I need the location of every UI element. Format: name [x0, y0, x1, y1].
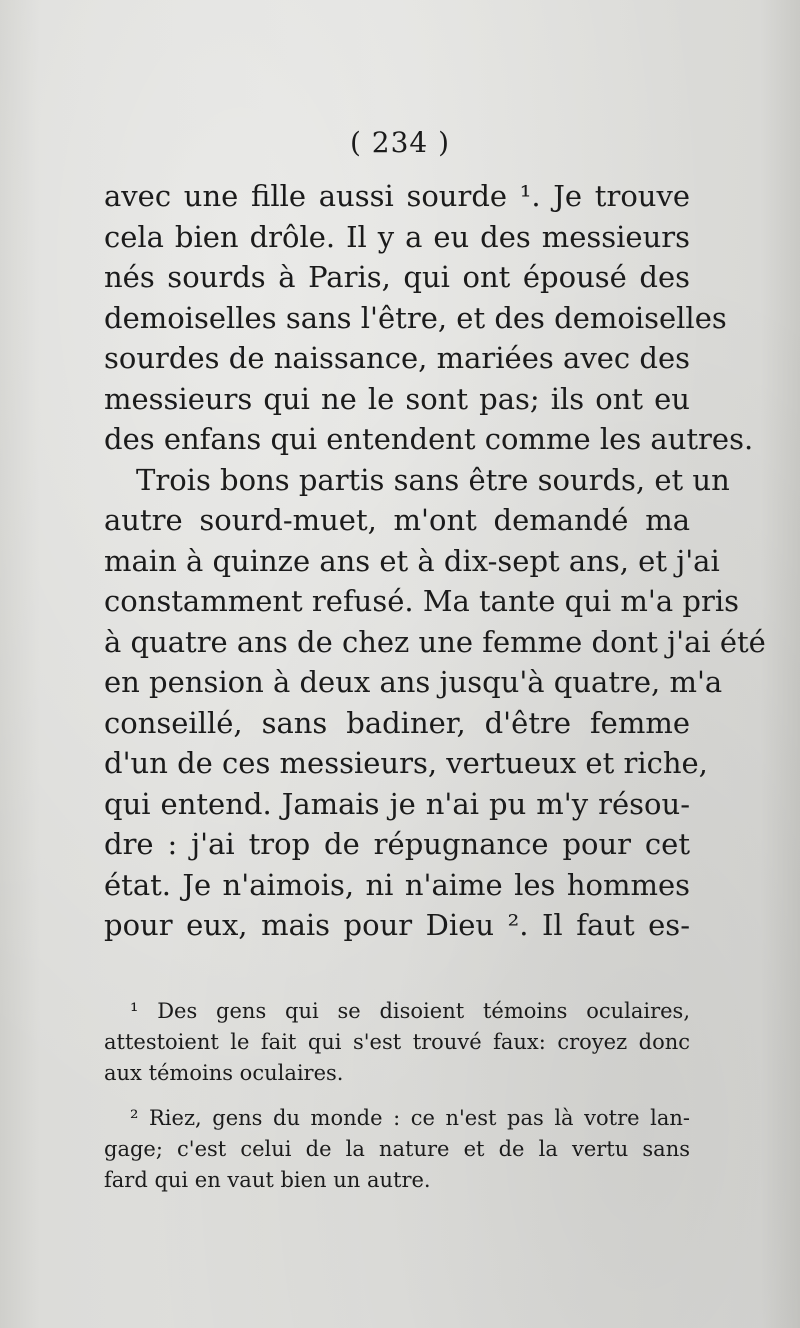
text-line: pour eux, mais pour Dieu ². Il faut es- [104, 908, 690, 942]
footnote-1 [104, 996, 690, 1089]
text-line: des enfans qui entendent comme les autres. [104, 422, 754, 456]
footnote-line: attestoient le fait qui s'est trouvé faux: croyez donc [104, 1030, 690, 1054]
text-line: demoiselles sans l'être, et des demoiselles [104, 300, 727, 335]
footnote-line: ² Riez, gens du monde : ce n'est pas là votre lan- [130, 1106, 690, 1130]
text-line: conseillé, sans badiner, d'être femme [104, 705, 690, 740]
text-line: à quatre ans de chez une femme dont j'ai été [104, 624, 766, 659]
text-line: en pension à deux ans jusqu'à quatre, m'a [104, 665, 723, 699]
text-line: dre : j'ai trop de répugnance pour cet [104, 827, 690, 861]
text-line: cela bien drôle. Il y a eu des messieurs [104, 219, 690, 254]
text-line: messieurs qui ne le sont pas; ils ont eu [104, 381, 690, 416]
footnote-2 [104, 1103, 690, 1196]
text-line: d'un de ces messieurs, vertueux et riche, [104, 746, 708, 780]
footnote-line: gage; c'est celui de la nature et de la vertu sans [104, 1137, 690, 1161]
footnote-line: fard qui en vaut bien un autre. [104, 1168, 431, 1192]
text-line: main à quinze ans et à dix-sept ans, et j'ai [104, 543, 720, 578]
main-text [104, 176, 766, 946]
text-line: autre sourd-muet, m'ont demandé ma [104, 503, 690, 537]
text-line: constamment refusé. Ma tante qui m'a pris [104, 584, 739, 618]
text-line: état. Je n'aimois, ni n'aime les hommes [104, 867, 690, 902]
text-line: qui entend. Jamais je n'ai pu m'y résou- [104, 786, 690, 821]
text-line: nés sourds à Paris, qui ont épousé des [104, 260, 690, 294]
footnotes [104, 996, 690, 1196]
text-line: Trois bons partis sans être sourds, et un [136, 462, 730, 497]
text-line: avec une fille aussi sourde ¹. Je trouve [104, 179, 690, 213]
footnote-gap [104, 1089, 690, 1103]
text-line: sourdes de naissance, mariées avec des [104, 341, 690, 375]
footnote-line: aux témoins oculaires. [104, 1061, 344, 1085]
page-number: ( 234 ) [349, 126, 451, 159]
footnote-line: ¹ Des gens qui se disoient témoins oculaires, [130, 999, 690, 1023]
